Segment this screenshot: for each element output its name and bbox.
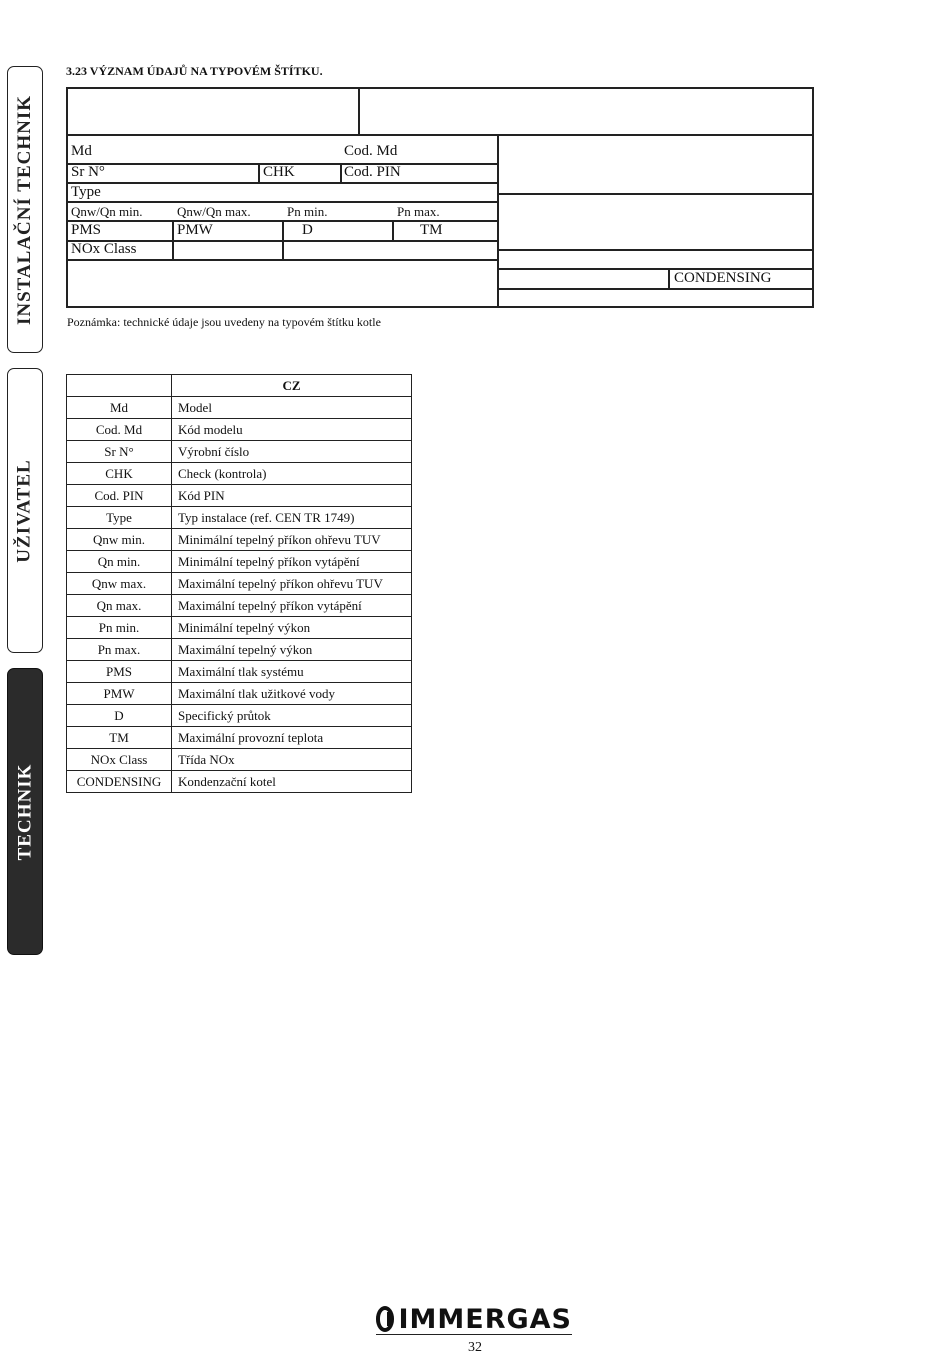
plate-pms: PMS [71, 222, 102, 238]
table-row [67, 661, 412, 683]
plate-border-right [812, 87, 814, 307]
plate-line [358, 87, 360, 135]
legend-code: Md [67, 397, 172, 419]
plate-type: Type [71, 184, 101, 200]
plate-line [392, 220, 394, 241]
plate-pn-min: Pn min. [287, 204, 328, 219]
legend-desc: Kód modelu [172, 419, 412, 441]
table-row [67, 617, 412, 639]
legend-desc: Specifický průtok [172, 705, 412, 727]
plate-line [66, 182, 498, 184]
legend-desc: Minimální tepelný příkon vytápění [172, 551, 412, 573]
plate-d: D [302, 222, 313, 238]
plate-line [66, 201, 498, 203]
plate-sr-no: Sr N° [71, 164, 105, 180]
brand-logo [376, 1304, 572, 1335]
table-row [67, 551, 412, 573]
legend-desc: Minimální tepelný příkon ohřevu TUV [172, 529, 412, 551]
legend-desc: Maximální tepelný příkon vytápění [172, 595, 412, 617]
table-row [67, 507, 412, 529]
table-row [67, 463, 412, 485]
plate-line [172, 220, 174, 260]
legend-code: CONDENSING [67, 771, 172, 793]
plate-qnw-qn-min: Qnw/Qn min. [71, 204, 143, 219]
legend-desc: Maximální tlak systému [172, 661, 412, 683]
plate-line [497, 288, 814, 290]
legend-desc: Třída NOx [172, 749, 412, 771]
table-row [67, 595, 412, 617]
section-title: 3.23 VÝZNAM ÚDAJŮ NA TYPOVÉM ŠTÍTKU. [66, 64, 323, 78]
tab-user-label: UŽIVATEL [14, 458, 36, 563]
legend-header-row [67, 375, 412, 397]
legend-desc: Maximální tepelný příkon ohřevu TUV [172, 573, 412, 595]
plate-border-top [66, 87, 814, 89]
plate-line [668, 268, 670, 289]
legend-header-blank [67, 375, 172, 397]
table-row [67, 727, 412, 749]
legend-code: Pn max. [67, 639, 172, 661]
legend-table [66, 374, 412, 793]
legend-code: Qn min. [67, 551, 172, 573]
legend-code: NOx Class [67, 749, 172, 771]
legend-header-language: CZ [172, 375, 412, 397]
legend-desc: Maximální provozní teplota [172, 727, 412, 749]
plate-line [340, 163, 342, 183]
legend-desc: Maximální tepelný výkon [172, 639, 412, 661]
plate-qnw-qn-max: Qnw/Qn max. [177, 204, 251, 219]
legend-code: Qnw max. [67, 573, 172, 595]
tab-technician[interactable] [7, 668, 43, 955]
plate-pmw: PMW [177, 222, 213, 238]
plate-line [497, 134, 499, 307]
legend-code: PMS [67, 661, 172, 683]
tab-installer[interactable] [7, 66, 43, 353]
legend-code: Sr N° [67, 441, 172, 463]
legend-code: CHK [67, 463, 172, 485]
table-row [67, 639, 412, 661]
table-row [67, 441, 412, 463]
legend-desc: Typ instalace (ref. CEN TR 1749) [172, 507, 412, 529]
table-row [67, 529, 412, 551]
tab-technician-label: TECHNIK [14, 763, 35, 860]
plate-cod-md: Cod. Md [344, 143, 398, 159]
legend-code: TM [67, 727, 172, 749]
legend-desc: Model [172, 397, 412, 419]
tab-user[interactable] [7, 368, 43, 653]
legend-desc: Maximální tlak užitkové vody [172, 683, 412, 705]
table-row [67, 749, 412, 771]
table-row [67, 705, 412, 727]
table-row [67, 683, 412, 705]
plate-nox: NOx Class [71, 241, 137, 257]
table-row [67, 419, 412, 441]
legend-desc: Check (kontrola) [172, 463, 412, 485]
plate-border-bottom [66, 306, 814, 308]
legend-desc: Minimální tepelný výkon [172, 617, 412, 639]
legend-code: Cod. Md [67, 419, 172, 441]
legend-code: Type [67, 507, 172, 529]
legend-code: Qnw min. [67, 529, 172, 551]
table-row [67, 397, 412, 419]
plate-tm: TM [420, 222, 443, 238]
plate-line [258, 163, 260, 183]
plate-md: Md [71, 143, 92, 159]
plate-pn-max: Pn max. [397, 204, 440, 219]
page-number: 32 [468, 1340, 482, 1355]
table-row [67, 573, 412, 595]
plate-condensing: CONDENSING [674, 270, 772, 286]
table-row [67, 771, 412, 793]
plate-line [497, 193, 814, 195]
plate-cod-pin: Cod. PIN [344, 164, 401, 180]
tab-installer-label: INSTALAČNÍ TECHNIK [14, 94, 36, 325]
plate-chk: CHK [263, 164, 295, 180]
legend-code: PMW [67, 683, 172, 705]
plate-border-left [66, 87, 68, 307]
table-row [67, 485, 412, 507]
legend-desc: Kód PIN [172, 485, 412, 507]
legend-code: D [67, 705, 172, 727]
legend-code: Pn min. [67, 617, 172, 639]
legend-desc: Výrobní číslo [172, 441, 412, 463]
plate-line [66, 134, 814, 136]
plate-line [282, 220, 284, 260]
brand-name: IMMERGAS [398, 1303, 572, 1335]
legend-code: Cod. PIN [67, 485, 172, 507]
plate-line [497, 249, 814, 251]
legend-desc: Kondenzační kotel [172, 771, 412, 793]
legend-code: Qn max. [67, 595, 172, 617]
logo-mark-icon [376, 1306, 394, 1332]
plate-note: Poznámka: technické údaje jsou uvedeny na typovém štítku kotle [67, 315, 381, 329]
